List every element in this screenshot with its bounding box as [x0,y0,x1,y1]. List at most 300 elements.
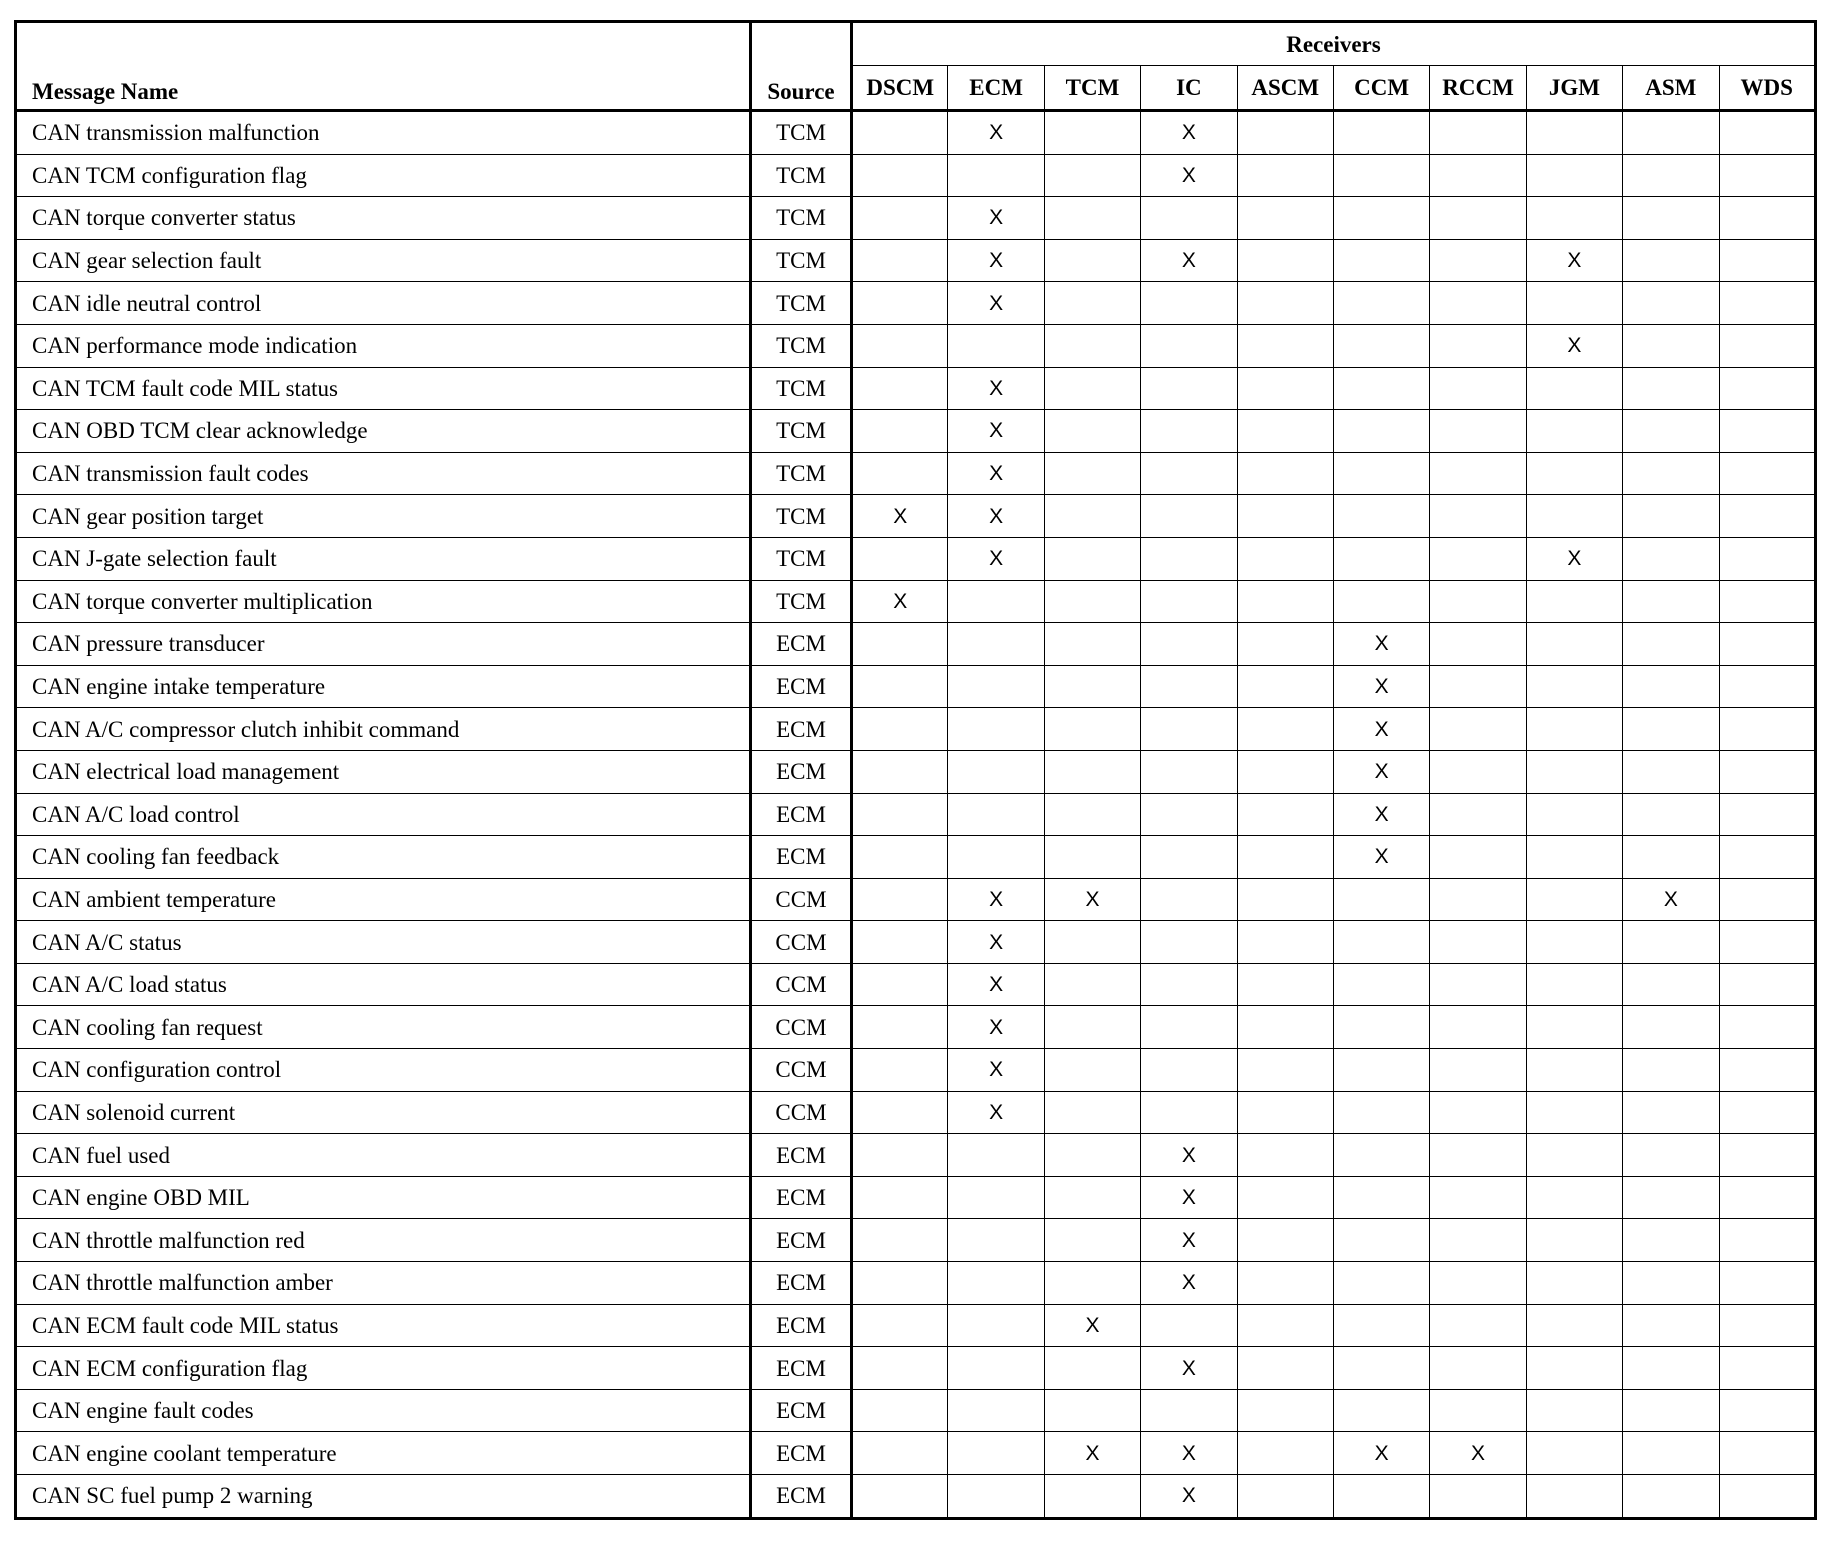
receiver-cell-wds [1719,537,1815,580]
receiver-cell-ic: X [1141,154,1237,197]
message-name-cell: CAN transmission malfunction [16,111,751,155]
source-cell: TCM [751,324,852,367]
receiver-cell-ccm [1333,452,1429,495]
receiver-cell-ic [1141,1304,1237,1347]
receiver-cell-rccm [1430,452,1526,495]
message-name-cell: CAN TCM configuration flag [16,154,751,197]
receiver-cell-dscm [852,197,948,240]
receiver-cell-rccm [1430,708,1526,751]
message-name-cell: CAN idle neutral control [16,282,751,325]
receiver-cell-ccm [1333,495,1429,538]
receiver-cell-ascm [1237,1389,1333,1432]
receiver-cell-ccm [1333,1262,1429,1305]
source-cell: TCM [751,580,852,623]
receiver-cell-ccm [1333,367,1429,410]
receiver-cell-rccm [1430,197,1526,240]
receiver-cell-rccm [1430,1049,1526,1092]
source-cell: ECM [751,1475,852,1519]
source-cell: ECM [751,1262,852,1305]
receiver-cell-asm [1623,1304,1719,1347]
receiver-header-wds: WDS [1719,66,1815,111]
receiver-cell-jgm: X [1526,239,1622,282]
message-name-cell: CAN electrical load management [16,750,751,793]
receiver-cell-ascm [1237,111,1333,155]
receiver-cell-ecm: X [948,239,1044,282]
receiver-cell-ccm [1333,282,1429,325]
receiver-cell-ccm: X [1333,750,1429,793]
table-header [16,22,1816,111]
receiver-cell-ecm: X [948,197,1044,240]
table-row [16,1176,1816,1219]
receiver-cell-asm [1623,239,1719,282]
receiver-cell-ic: X [1141,1475,1237,1519]
receiver-cell-jgm [1526,1049,1622,1092]
receiver-cell-jgm [1526,623,1622,666]
receiver-cell-wds [1719,1176,1815,1219]
receiver-cell-ic [1141,665,1237,708]
message-name-cell: CAN engine intake temperature [16,665,751,708]
receiver-cell-ascm [1237,580,1333,623]
message-name-cell: CAN throttle malfunction red [16,1219,751,1262]
receiver-cell-jgm [1526,111,1622,155]
table-row [16,410,1816,453]
receiver-cell-asm [1623,836,1719,879]
receiver-cell-jgm [1526,836,1622,879]
receiver-cell-ascm [1237,1347,1333,1390]
receiver-cell-ascm [1237,1475,1333,1519]
receiver-cell-wds [1719,836,1815,879]
receiver-cell-asm [1623,410,1719,453]
table-row [16,1219,1816,1262]
receiver-cell-ic [1141,495,1237,538]
receiver-cell-asm [1623,1049,1719,1092]
receiver-cell-asm [1623,1262,1719,1305]
receiver-cell-ccm [1333,963,1429,1006]
receiver-cell-wds [1719,665,1815,708]
receiver-cell-tcm [1044,1219,1140,1262]
receiver-cell-tcm [1044,708,1140,751]
receiver-cell-ccm: X [1333,623,1429,666]
receiver-cell-dscm [852,154,948,197]
message-name-cell: CAN A/C compressor clutch inhibit command [16,708,751,751]
receiver-cell-wds [1719,239,1815,282]
receiver-cell-ccm [1333,1006,1429,1049]
receiver-cell-ecm [948,580,1044,623]
receiver-cell-ecm [948,836,1044,879]
receiver-cell-ccm [1333,1134,1429,1177]
source-cell: ECM [751,708,852,751]
receiver-cell-jgm [1526,1219,1622,1262]
receiver-cell-ccm [1333,1389,1429,1432]
receiver-cell-ic: X [1141,239,1237,282]
receiver-cell-asm [1623,1176,1719,1219]
receiver-cell-tcm [1044,239,1140,282]
receiver-cell-ccm: X [1333,793,1429,836]
receiver-cell-rccm [1430,282,1526,325]
message-name-cell: CAN gear selection fault [16,239,751,282]
receiver-cell-asm [1623,537,1719,580]
source-cell: ECM [751,793,852,836]
table-row [16,623,1816,666]
receiver-cell-asm [1623,1006,1719,1049]
table-row [16,1006,1816,1049]
receiver-cell-ic [1141,580,1237,623]
message-name-cell: CAN engine fault codes [16,1389,751,1432]
receiver-cell-dscm: X [852,580,948,623]
receiver-cell-tcm [1044,836,1140,879]
receiver-cell-ic [1141,623,1237,666]
receiver-cell-asm [1623,1347,1719,1390]
message-name-cell: CAN ECM fault code MIL status [16,1304,751,1347]
receiver-cell-wds [1719,623,1815,666]
receiver-cell-ic [1141,1049,1237,1092]
receiver-cell-dscm [852,963,948,1006]
receiver-cell-jgm [1526,282,1622,325]
receiver-cell-rccm: X [1430,1432,1526,1475]
table-row [16,197,1816,240]
receiver-cell-dscm [852,921,948,964]
receiver-cell-ascm [1237,1176,1333,1219]
receiver-cell-ccm [1333,1049,1429,1092]
receiver-cell-ccm [1333,111,1429,155]
receiver-cell-tcm [1044,1475,1140,1519]
message-name-cell: CAN gear position target [16,495,751,538]
receiver-cell-ecm [948,1219,1044,1262]
receiver-cell-ecm [948,324,1044,367]
receiver-cell-asm [1623,708,1719,751]
receiver-cell-wds [1719,1091,1815,1134]
receiver-cell-wds [1719,324,1815,367]
receiver-cell-jgm [1526,1091,1622,1134]
receiver-cell-ccm [1333,1347,1429,1390]
receiver-cell-ccm [1333,197,1429,240]
receiver-cell-rccm [1430,1091,1526,1134]
receiver-cell-jgm [1526,878,1622,921]
receiver-cell-asm [1623,623,1719,666]
receiver-cell-wds [1719,1049,1815,1092]
receiver-header-asm: ASM [1623,66,1719,111]
receiver-cell-rccm [1430,367,1526,410]
receiver-cell-ascm [1237,367,1333,410]
receiver-header-rccm: RCCM [1430,66,1526,111]
receiver-cell-rccm [1430,1176,1526,1219]
receiver-cell-ecm: X [948,282,1044,325]
receiver-cell-dscm [852,1049,948,1092]
receiver-cell-ascm [1237,665,1333,708]
receiver-cell-tcm [1044,665,1140,708]
receiver-cell-wds [1719,793,1815,836]
receiver-cell-ecm: X [948,963,1044,1006]
receiver-cell-ccm: X [1333,1432,1429,1475]
message-name-cell: CAN J-gate selection fault [16,537,751,580]
receiver-cell-ic: X [1141,1176,1237,1219]
table-row [16,537,1816,580]
table-row [16,836,1816,879]
receiver-cell-ecm: X [948,537,1044,580]
receiver-cell-ccm [1333,1091,1429,1134]
table-row [16,793,1816,836]
table-row [16,580,1816,623]
receiver-cell-ecm [948,1304,1044,1347]
receiver-cell-ecm: X [948,410,1044,453]
receiver-cell-rccm [1430,1134,1526,1177]
receiver-cell-ascm [1237,154,1333,197]
receiver-cell-ecm [948,708,1044,751]
receiver-cell-rccm [1430,921,1526,964]
receiver-cell-ccm [1333,1219,1429,1262]
receiver-cell-jgm [1526,1176,1622,1219]
receiver-cell-ascm [1237,623,1333,666]
receiver-cell-ic [1141,963,1237,1006]
message-name-cell: CAN cooling fan request [16,1006,751,1049]
source-cell: CCM [751,1049,852,1092]
receiver-cell-tcm [1044,154,1140,197]
receiver-cell-rccm [1430,1219,1526,1262]
message-name-cell: CAN configuration control [16,1049,751,1092]
receiver-cell-wds [1719,1006,1815,1049]
table-row [16,1432,1816,1475]
receiver-cell-ccm: X [1333,836,1429,879]
receiver-cell-tcm [1044,1176,1140,1219]
receiver-cell-ic [1141,708,1237,751]
receiver-cell-dscm [852,1091,948,1134]
receiver-cell-dscm [852,111,948,155]
source-cell: ECM [751,1389,852,1432]
receiver-cell-ic [1141,1389,1237,1432]
receiver-cell-dscm [852,239,948,282]
receiver-cell-ic: X [1141,1347,1237,1390]
receiver-cell-wds [1719,878,1815,921]
source-cell: ECM [751,1304,852,1347]
source-cell: ECM [751,623,852,666]
receiver-header-ccm: CCM [1333,66,1429,111]
receiver-cell-ecm: X [948,452,1044,495]
receiver-cell-ic [1141,1091,1237,1134]
table-row [16,878,1816,921]
receiver-cell-ascm [1237,1219,1333,1262]
source-cell: TCM [751,452,852,495]
receivers-group-header: Receivers [852,22,1816,66]
receiver-cell-tcm [1044,1049,1140,1092]
receiver-cell-wds [1719,452,1815,495]
source-cell: ECM [751,665,852,708]
receiver-cell-ecm [948,1475,1044,1519]
table-row [16,1304,1816,1347]
receiver-cell-rccm [1430,665,1526,708]
receiver-cell-rccm [1430,836,1526,879]
receiver-cell-tcm [1044,793,1140,836]
receiver-cell-ic [1141,878,1237,921]
receiver-cell-tcm: X [1044,1432,1140,1475]
receiver-cell-ascm [1237,1006,1333,1049]
table-row [16,1389,1816,1432]
receiver-cell-ccm: X [1333,665,1429,708]
source-cell: TCM [751,410,852,453]
header-row-top [16,22,1816,66]
receiver-cell-asm [1623,495,1719,538]
source-cell: TCM [751,367,852,410]
receiver-cell-ecm [948,750,1044,793]
receiver-cell-ccm [1333,154,1429,197]
receiver-cell-rccm [1430,623,1526,666]
receiver-cell-rccm [1430,324,1526,367]
receiver-cell-jgm [1526,1134,1622,1177]
table-row [16,495,1816,538]
receiver-cell-ascm [1237,750,1333,793]
receiver-cell-rccm [1430,1262,1526,1305]
receiver-cell-wds [1719,708,1815,751]
receiver-cell-asm [1623,793,1719,836]
receiver-cell-dscm [852,324,948,367]
receiver-cell-tcm [1044,1262,1140,1305]
receiver-cell-ccm [1333,537,1429,580]
table-row [16,452,1816,495]
receiver-cell-ic [1141,921,1237,964]
receiver-cell-ccm: X [1333,708,1429,751]
table-row [16,111,1816,155]
receiver-cell-ccm [1333,1304,1429,1347]
receiver-cell-wds [1719,1475,1815,1519]
receiver-cell-ecm: X [948,878,1044,921]
receiver-cell-dscm [852,1304,948,1347]
message-name-cell: CAN cooling fan feedback [16,836,751,879]
receiver-cell-jgm [1526,154,1622,197]
source-cell: TCM [751,537,852,580]
table-row [16,239,1816,282]
receiver-cell-wds [1719,1304,1815,1347]
receiver-cell-ecm: X [948,111,1044,155]
receiver-cell-ascm [1237,537,1333,580]
receiver-cell-rccm [1430,111,1526,155]
receiver-cell-wds [1719,1347,1815,1390]
receiver-cell-ascm [1237,963,1333,1006]
receiver-cell-asm [1623,750,1719,793]
receiver-cell-tcm [1044,921,1140,964]
receiver-cell-ccm [1333,921,1429,964]
receiver-cell-rccm [1430,154,1526,197]
receiver-cell-ascm [1237,921,1333,964]
receiver-cell-ascm [1237,793,1333,836]
source-cell: CCM [751,878,852,921]
receiver-cell-tcm [1044,580,1140,623]
receiver-cell-rccm [1430,410,1526,453]
receiver-cell-ic [1141,367,1237,410]
message-name-cell: CAN A/C load control [16,793,751,836]
receiver-cell-wds [1719,154,1815,197]
message-name-cell: CAN engine coolant temperature [16,1432,751,1475]
receiver-cell-wds [1719,1262,1815,1305]
receiver-cell-dscm [852,836,948,879]
source-cell: ECM [751,1134,852,1177]
message-name-cell: CAN fuel used [16,1134,751,1177]
message-name-cell: CAN performance mode indication [16,324,751,367]
receiver-cell-ecm [948,793,1044,836]
receiver-cell-jgm [1526,580,1622,623]
source-cell: TCM [751,197,852,240]
receiver-cell-ecm [948,1432,1044,1475]
receiver-cell-ascm [1237,239,1333,282]
source-cell: CCM [751,1006,852,1049]
receiver-cell-dscm [852,1389,948,1432]
receiver-cell-rccm [1430,239,1526,282]
receiver-cell-ic [1141,793,1237,836]
message-name-cell: CAN OBD TCM clear acknowledge [16,410,751,453]
receiver-cell-ascm [1237,452,1333,495]
receiver-cell-tcm [1044,1134,1140,1177]
receiver-cell-ascm [1237,495,1333,538]
receiver-cell-ascm [1237,836,1333,879]
receiver-cell-ecm [948,1176,1044,1219]
receiver-cell-dscm [852,665,948,708]
receiver-cell-tcm [1044,1347,1140,1390]
source-cell: ECM [751,836,852,879]
receiver-cell-asm [1623,282,1719,325]
receiver-cell-asm [1623,1432,1719,1475]
receiver-cell-tcm [1044,324,1140,367]
source-cell: ECM [751,1176,852,1219]
receiver-cell-dscm [852,1432,948,1475]
can-message-receiver-table [14,20,1817,1520]
receiver-cell-asm [1623,111,1719,155]
receiver-cell-rccm [1430,793,1526,836]
source-cell: TCM [751,239,852,282]
receiver-cell-ascm [1237,410,1333,453]
source-cell: ECM [751,750,852,793]
source-cell: ECM [751,1347,852,1390]
receiver-cell-ecm [948,1347,1044,1390]
receiver-cell-ascm [1237,1134,1333,1177]
table-row [16,708,1816,751]
message-name-cell: CAN A/C status [16,921,751,964]
receiver-cell-jgm [1526,197,1622,240]
receiver-cell-wds [1719,1389,1815,1432]
receiver-cell-ascm [1237,1304,1333,1347]
receiver-cell-dscm [852,1134,948,1177]
receiver-header-ecm: ECM [948,66,1044,111]
receiver-cell-rccm [1430,1347,1526,1390]
table-row [16,324,1816,367]
receiver-cell-tcm: X [1044,878,1140,921]
message-name-cell: CAN solenoid current [16,1091,751,1134]
receiver-cell-tcm [1044,197,1140,240]
source-header: Source [751,22,852,111]
receiver-cell-jgm [1526,1304,1622,1347]
receiver-cell-ic [1141,282,1237,325]
source-cell: CCM [751,1091,852,1134]
receiver-cell-dscm [852,410,948,453]
receiver-cell-jgm [1526,1006,1622,1049]
source-cell: TCM [751,495,852,538]
receiver-cell-tcm [1044,452,1140,495]
receiver-cell-tcm [1044,1006,1140,1049]
receiver-cell-ecm: X [948,1049,1044,1092]
table-row [16,921,1816,964]
source-cell: TCM [751,282,852,325]
receiver-cell-jgm [1526,793,1622,836]
receiver-cell-tcm [1044,1091,1140,1134]
receiver-cell-jgm [1526,708,1622,751]
receiver-cell-ascm [1237,708,1333,751]
receiver-cell-ascm [1237,197,1333,240]
table-row [16,154,1816,197]
table-row [16,1134,1816,1177]
receiver-cell-ecm [948,1134,1044,1177]
receiver-cell-ascm [1237,1049,1333,1092]
receiver-cell-tcm [1044,963,1140,1006]
receiver-cell-ccm [1333,324,1429,367]
receiver-cell-tcm [1044,1389,1140,1432]
receiver-cell-wds [1719,367,1815,410]
